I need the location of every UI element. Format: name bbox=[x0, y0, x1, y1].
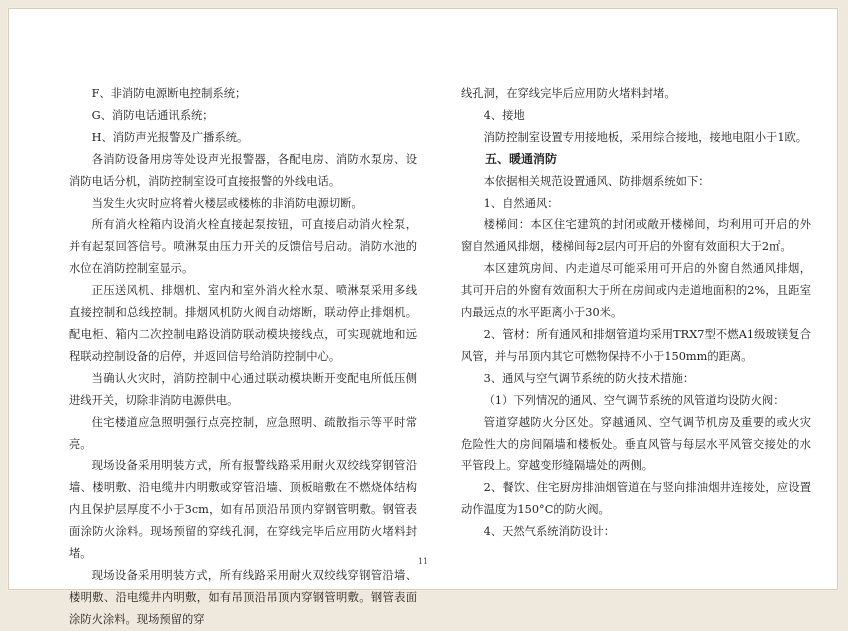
item-title: 1、自然通风： bbox=[483, 196, 559, 210]
paragraph: 本区建筑房间、内走道尽可能采用可开启的外窗自然通风排烟，其可开启的外窗有效面积大于所在房间或内走道地面积的2%，且距室内最远点的水平距离小于30米。 bbox=[461, 262, 811, 320]
item-title: 4、天然气系统消防设计： bbox=[483, 525, 616, 539]
paragraph: F、非消防电源断电控制系统； bbox=[91, 87, 247, 100]
paragraph: 当发生火灾时应将着火楼层或楼栋的非消防电源切断。 bbox=[91, 196, 363, 210]
document-page bbox=[8, 8, 838, 626]
paragraph: 2、管材：所有通风和排烟管道均采用TRX7型不燃A1级玻镁复合风管，并与吊顶内其它可燃物保持不小于150mm的距离。 bbox=[461, 327, 811, 363]
paragraph: 本依据相关规范设置通风、防排烟系统如下： bbox=[483, 174, 710, 188]
paragraph: 现场设备采用明装方式，所有线路采用耐火双绞线穿钢管沿墙、楼明敷、沿电缆井内明敷，如有吊顶沿吊顶内穿钢管明敷。钢管表面涂防火涂料。现场预留的穿 bbox=[69, 568, 417, 626]
paragraph: 线孔洞，在穿线完毕后应用防火堵料封堵。 bbox=[461, 87, 676, 100]
paragraph: 管道穿越防火分区处。穿越通风、空气调节机房及重要的或火灾危险性大的房间隔墙和楼板处。垂直风管与每层水平风管交接处的水平管段上。穿越变形缝隔墙处的两侧。 bbox=[461, 415, 811, 473]
paragraph: 各消防设备用房等处设声光报警器，各配电房、消防水泵房、设消防电话分机，消防控制室设可直接报警的外线电话。 bbox=[69, 152, 417, 188]
paragraph: 消防控制室设置专用接地板，采用综合接地，接地电阻小于1欧。 bbox=[483, 130, 808, 144]
paragraph: 现场设备采用明装方式，所有报警线路采用耐火双绞线穿钢管沿墙、楼明敷、沿电缆井内明敷或穿管沿墙、顶板暗敷在不燃烧体结构内且保护层厚度不小于3cm，如有吊顶沿吊顶内穿钢管明敷。钢管表面涂防火涂料。现场预留的穿线孔洞，在穿线完毕后应用防火堵料封堵。 bbox=[69, 459, 417, 561]
right-column bbox=[461, 83, 811, 543]
paragraph: 2、餐饮、住宅厨房排油烟管道在与竖向排油烟井连接处，应设置动作温度为150°C的防火阀。 bbox=[461, 481, 811, 517]
paragraph: 当确认火灾时，消防控制中心通过联动模块断开变配电所低压侧进线开关，切除非消防电源供电。 bbox=[69, 371, 417, 407]
item-title: 4、接地 bbox=[483, 108, 525, 122]
paragraph: G、消防电话通讯系统； bbox=[91, 108, 214, 122]
paragraph: H、消防声光报警及广播系统。 bbox=[91, 130, 249, 144]
paragraph: （1）下列情况的通风、空气调节系统的风管道均设防火阀： bbox=[483, 393, 785, 407]
section-heading: 五、暖通消防 bbox=[485, 151, 558, 166]
item-title: 3、通风与空气调节系统的防火技术措施： bbox=[483, 371, 695, 385]
page-number: 11 bbox=[417, 557, 429, 566]
paragraph: 正压送风机、排烟机、室内和室外消火栓水泵、喷淋泵采用多线直接控制和总线控制。排烟风机防火阀自动熔断，联动停止排烟机。配电柜、箱内二次控制电路设消防联动模块接线点，可实现就地和远程联动控制设备的启停，并返回信号给消防控制中心。 bbox=[69, 284, 417, 363]
left-column bbox=[69, 83, 417, 631]
paragraph: 住宅楼道应急照明强行点亮控制，应急照明、疏散指示等平时常亮。 bbox=[69, 415, 417, 451]
paragraph: 楼梯间：本区住宅建筑的封闭或敞开楼梯间，均利用可开启的外窗自然通风排烟，楼梯间每2层内可开启的外窗有效面积大于2㎡。 bbox=[461, 218, 811, 254]
paragraph: 所有消火栓箱内设消火栓直接起泵按钮，可直接启动消火栓泵，并有起泵回答信号。喷淋泵由压力开关的反馈信号启动。消防水池的水位在消防控制室显示。 bbox=[69, 218, 417, 276]
